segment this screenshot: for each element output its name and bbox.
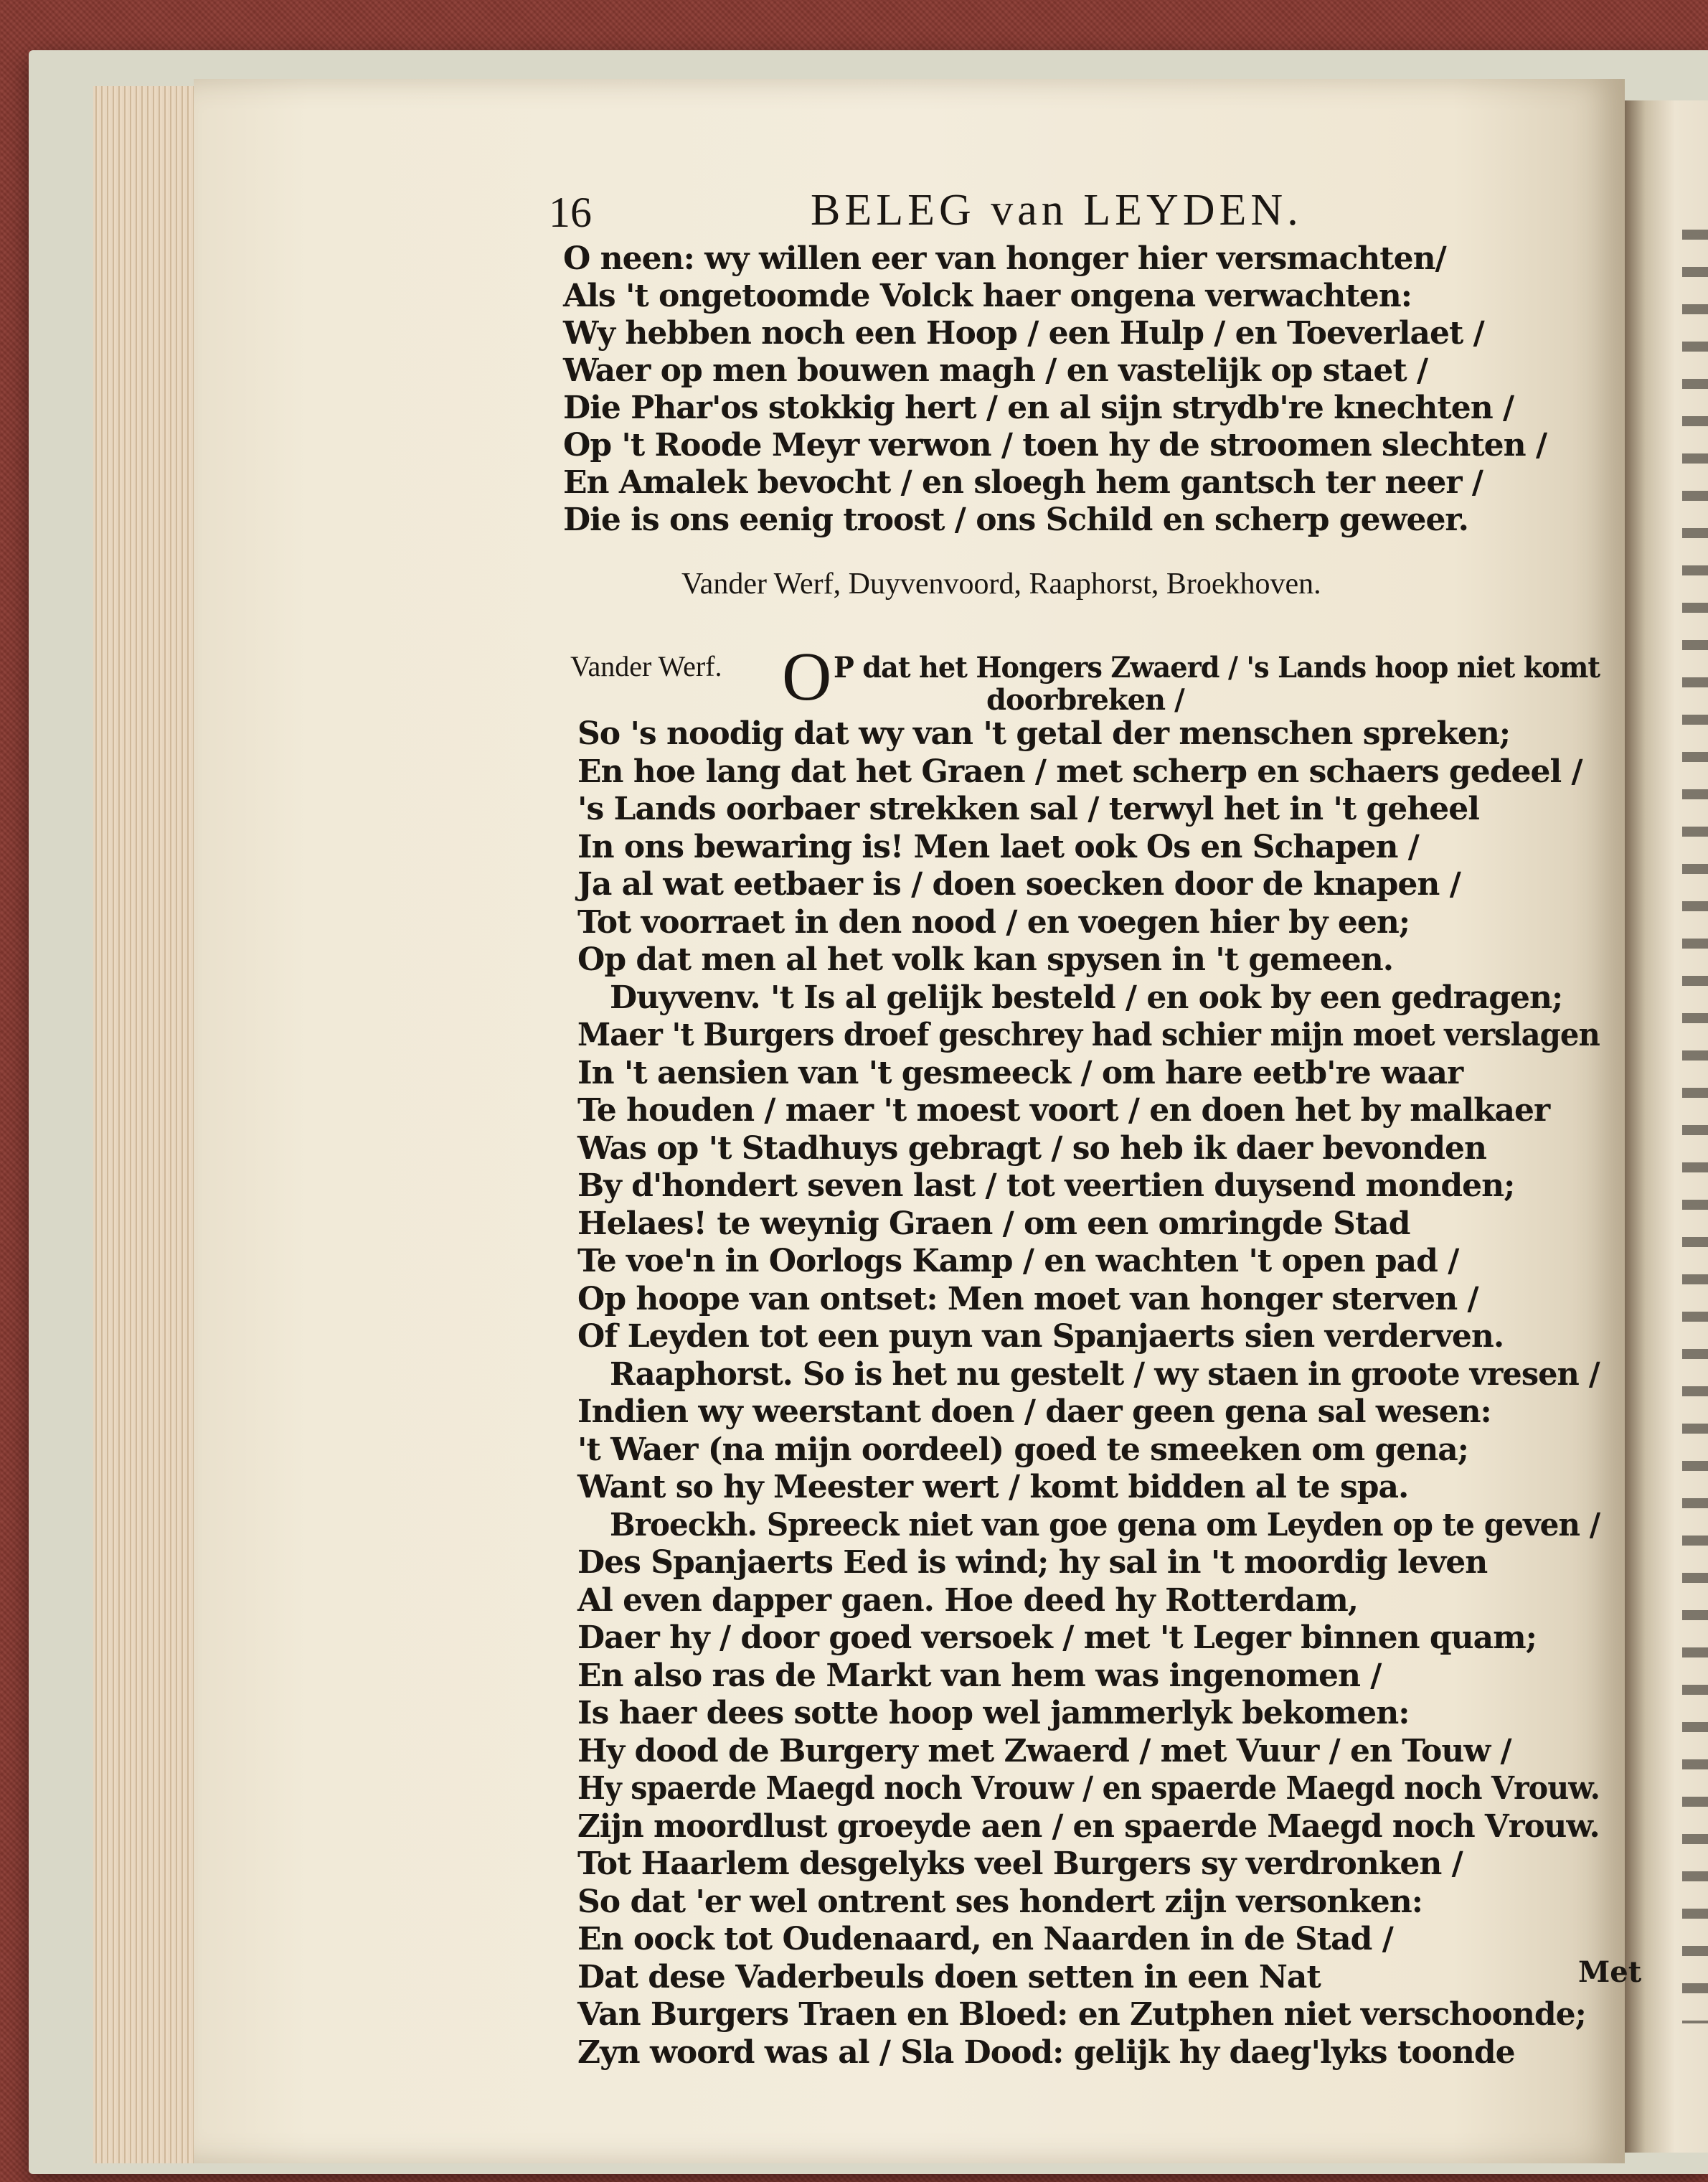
verse-line: En oock tot Oudenaard, en Naarden in de Stad / — [577, 1921, 1393, 1957]
verse-line: Op hoope van ontset: Men moet van honger sterven / — [577, 1280, 1478, 1317]
verse-line: Hy dood de Burgery met Zwaerd / met Vuur / en Touw / — [577, 1732, 1511, 1769]
verse-line: Tot voorraet in den nood / en voegen hier by een; — [577, 903, 1410, 941]
verse-line: Dat dese Vaderbeuls doen setten in een Nat — [577, 1958, 1321, 1995]
verse-line: Daer hy / door goed versoek / met 't Leger binnen quam; — [577, 1619, 1537, 1656]
verse-line: En Amalek bevocht / en sloegh hem gantsch ter neer / — [563, 464, 1483, 501]
verse-line: Die Phar'os stokkig hert / en al sijn strydb're knechten / — [563, 390, 1514, 426]
verse-line: Waer op men bouwen magh / en vastelijk op staet / — [563, 352, 1428, 389]
facing-page-text — [1682, 230, 1708, 2023]
verse-line: Ja al wat eetbaer is / doen soecken door de knapen / — [577, 866, 1461, 903]
verse-line: 's Lands oorbaer strekken sal / terwyl het in 't geheel — [577, 791, 1479, 827]
verse-line: Duyvenv. 't Is al gelijk besteld / en ook by een gedragen; — [610, 979, 1563, 1016]
running-title: BELEG van LEYDEN. — [811, 186, 1303, 235]
verse-line: 't Waer (na mijn oordeel) goed te smeeken om gena; — [577, 1431, 1468, 1468]
verse-line: Raaphorst. So is het nu gestelt / wy staen in groote vresen / — [610, 1355, 1600, 1393]
verse-line: Als 't ongetoomde Volck haer ongena verwachten: — [563, 278, 1412, 314]
verse-line: Was op 't Stadhuys gebragt / so heb ik daer bevonden — [577, 1129, 1486, 1167]
verse-line: So dat 'er wel ontrent ses hondert zijn versonken: — [577, 1883, 1422, 1920]
verse-line: Tot Haarlem desgelyks veel Burgers sy verdronken / — [577, 1845, 1463, 1882]
verse-line: Wy hebben noch een Hoop / een Hulp / en Toeverlaet / — [563, 315, 1484, 352]
verse-line: By d'hondert seven last / tot veertien duysend monden; — [577, 1167, 1515, 1204]
verse-line: Zijn moordlust groeyde aen / en spaerde Maegd noch Vrouw. — [577, 1807, 1600, 1845]
verse-line: En hoe lang dat het Graen / met scherp en schaers gedeel / — [577, 753, 1582, 790]
catchword: Met — [1578, 1955, 1642, 1989]
speaker-label: Vander Werf. — [570, 650, 722, 682]
verse-line: Maer 't Burgers droef geschrey had schier mijn moet verslagen — [577, 1017, 1600, 1053]
verse-line: Is haer dees sotte hoop wel jammerlyk bekomen: — [577, 1695, 1410, 1731]
verse-line: In 't aensien van 't gesmeeck / om hare eetb're waar — [577, 1054, 1463, 1091]
verse-line: Die is ons eenig troost / ons Schild en scherp geweer. — [563, 502, 1468, 538]
verse-line: Broeckh. Spreeck niet van goe gena om Leyden op te geven / — [610, 1506, 1600, 1543]
verse-line: Al even dapper gaen. Hoe deed hy Rotterdam, — [577, 1581, 1359, 1619]
speakers-line: Vander Werf, Duyvenvoord, Raaphorst, Broekhoven. — [681, 568, 1321, 601]
verse-line: Of Leyden tot een puyn van Spanjaerts sien verderven. — [577, 1318, 1504, 1355]
verse-line: O neen: wy willen eer van honger hier versmachten/ — [563, 240, 1446, 277]
verse-line: En also ras de Markt van hem was ingenomen / — [577, 1657, 1382, 1694]
verse-line: Te voe'n in Oorlogs Kamp / en wachten 't open pad / — [577, 1243, 1459, 1279]
verse-line: Helaes! te weynig Graen / om een omringde Stad — [577, 1205, 1410, 1242]
verse-line: Hy spaerde Maegd noch Vrouw / en spaerde Maegd noch Vrouw. — [577, 1770, 1600, 1807]
verse-line: Want so hy Meester wert / komt bidden al te spa. — [577, 1469, 1409, 1505]
opening-continuation: doorbreken / — [986, 683, 1184, 717]
verse-line: Op 't Roode Meyr verwon / toen hy de stroomen slechten / — [563, 427, 1547, 464]
verse-line: Indien wy weerstant doen / daer geen gena sal wesen: — [577, 1393, 1491, 1430]
verse-line: Van Burgers Traen en Bloed: en Zutphen niet verschoonde; — [577, 1996, 1586, 2033]
drop-cap: O — [782, 638, 832, 715]
page-edges — [93, 86, 202, 2163]
verse-line: Te houden / maer 't moest voort / en doen het by malkaer — [577, 1092, 1550, 1129]
page-number: 16 — [549, 189, 592, 236]
opening-line: P dat het Hongers Zwaerd / 's Lands hoop niet komt — [834, 651, 1600, 685]
verse-line: So 's noodig dat wy van 't getal der menschen spreken; — [577, 715, 1511, 752]
verse-line: Op dat men al het volk kan spysen in 't gemeen. — [577, 941, 1394, 978]
verse-line: Zyn woord was al / Sla Dood: gelijk hy daeg'lyks toonde — [577, 2033, 1515, 2071]
verse-line: Des Spanjaerts Eed is wind; hy sal in 't moordig leven — [577, 1544, 1488, 1581]
verse-line: In ons bewaring is! Men laet ook Os en Schapen / — [577, 828, 1419, 865]
